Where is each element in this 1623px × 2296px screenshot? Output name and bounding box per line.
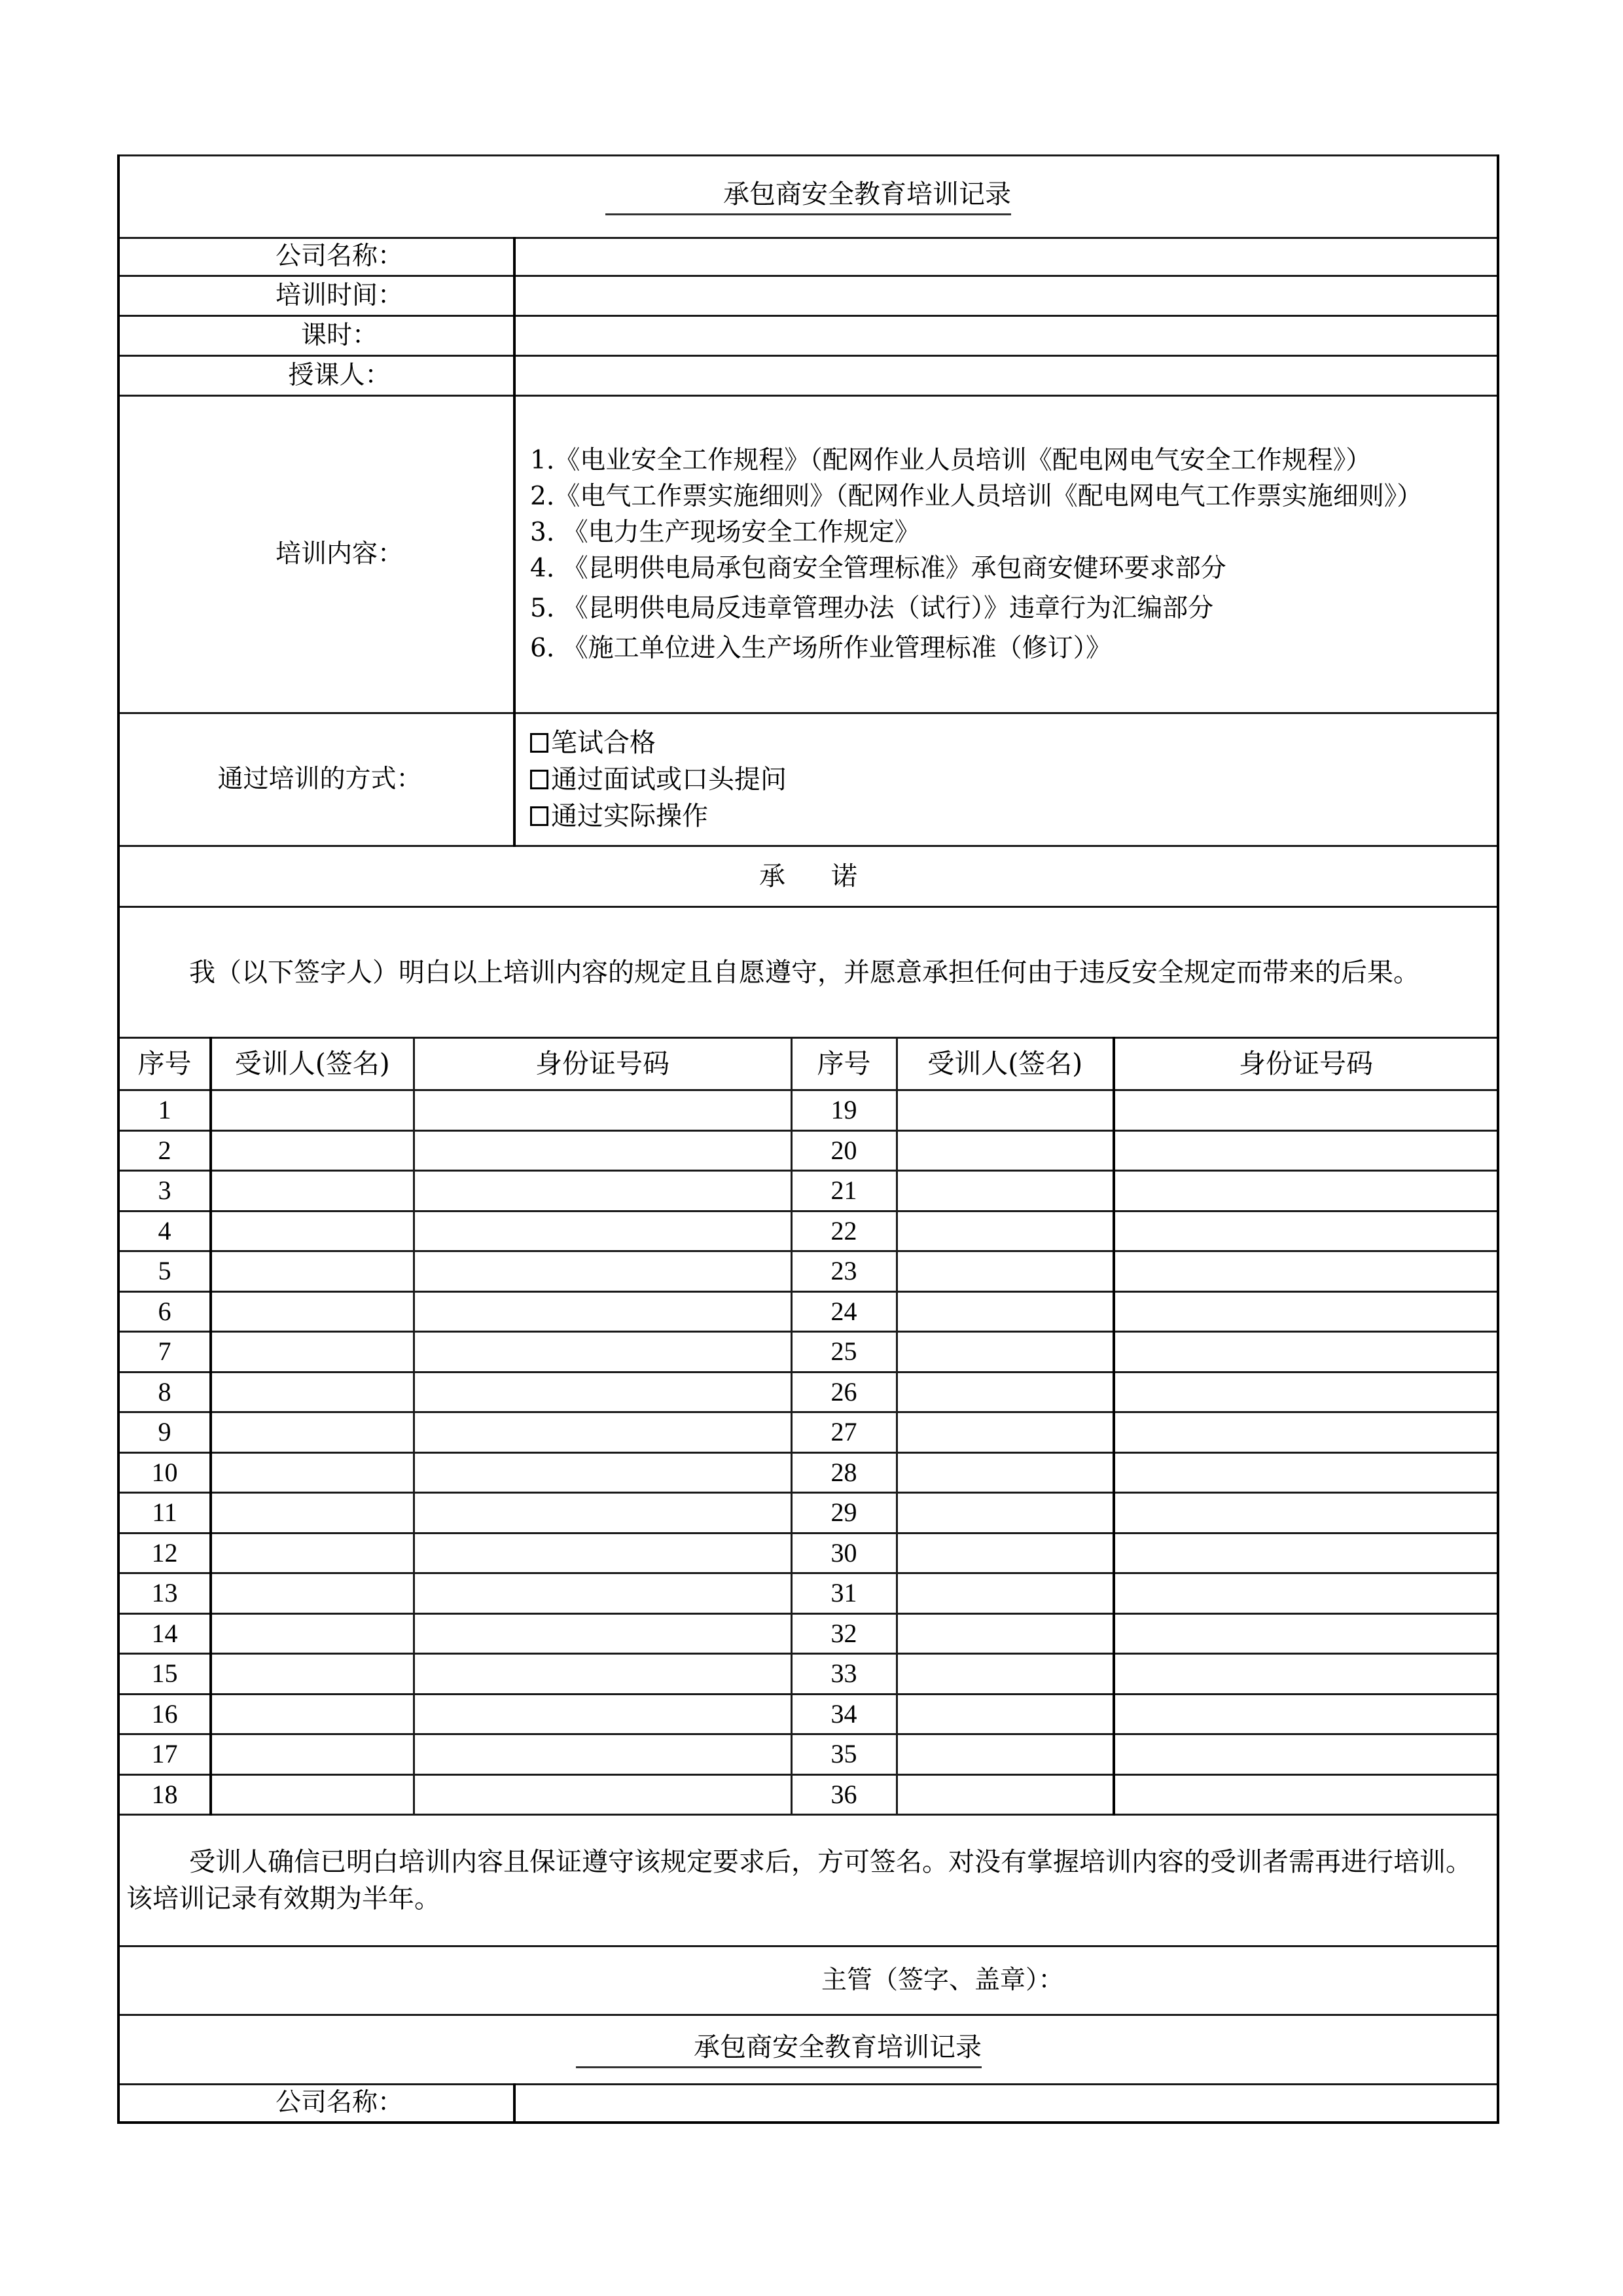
id-number-left[interactable] bbox=[414, 1613, 791, 1654]
trainee-signature-left[interactable] bbox=[211, 1372, 414, 1412]
trainee-signature-left[interactable] bbox=[211, 1694, 414, 1734]
promise-text-cell bbox=[118, 907, 1498, 1038]
id-number-right[interactable] bbox=[1114, 1412, 1498, 1453]
training-content-item: 4. 《昆明供电局承包商安全管理标准》承包商安健环要求部分 bbox=[530, 554, 1226, 583]
row-number-left: 16 bbox=[118, 1694, 211, 1734]
id-number-right[interactable] bbox=[1114, 1251, 1498, 1292]
checkbox-icon[interactable] bbox=[530, 770, 548, 789]
trainee-signature-right[interactable] bbox=[897, 1332, 1114, 1372]
row-number-left: 5 bbox=[118, 1251, 211, 1292]
table-row bbox=[118, 1774, 1498, 1815]
id-number-left[interactable] bbox=[414, 1694, 791, 1734]
instructor-label: 授课人： bbox=[288, 360, 391, 390]
trainee-signature-left[interactable] bbox=[211, 1452, 414, 1493]
trainee-signature-right[interactable] bbox=[897, 1412, 1114, 1453]
row-number-right: 19 bbox=[791, 1091, 897, 1130]
company-name-field[interactable] bbox=[514, 238, 1498, 276]
row-number-right: 21 bbox=[791, 1171, 897, 1211]
second-company-name-field[interactable] bbox=[514, 2085, 1498, 2123]
row-number-right: 34 bbox=[791, 1694, 897, 1734]
row-number-right: 36 bbox=[791, 1774, 897, 1815]
table-row bbox=[118, 1452, 1498, 1493]
pass-method-label-cell bbox=[118, 713, 514, 846]
training-content-cell bbox=[514, 396, 1498, 713]
company-name-label-cell bbox=[118, 238, 514, 276]
row-number-right: 30 bbox=[791, 1533, 897, 1573]
row-number-right: 35 bbox=[791, 1734, 897, 1775]
promise-heading-char: 诺 bbox=[831, 861, 857, 891]
id-number-left[interactable] bbox=[414, 1332, 791, 1372]
supervisor-signature-cell[interactable] bbox=[118, 1946, 1498, 2015]
checkbox-icon[interactable] bbox=[530, 733, 548, 753]
id-number-right[interactable] bbox=[1114, 1091, 1498, 1130]
second-form-title: 承包商安全教育培训记录 bbox=[694, 2032, 982, 2062]
signature-table-header bbox=[118, 1038, 1498, 1090]
training-content-label-cell bbox=[118, 396, 514, 713]
table-row bbox=[118, 1533, 1498, 1573]
row-number-left: 17 bbox=[118, 1734, 211, 1775]
trainee-signature-right[interactable] bbox=[897, 1091, 1114, 1130]
company-name-label: 公司名称： bbox=[275, 242, 403, 272]
table-row bbox=[118, 1291, 1498, 1332]
row-number-right: 29 bbox=[791, 1493, 897, 1534]
id-number-right[interactable] bbox=[1114, 1171, 1498, 1211]
training-time-label-cell bbox=[118, 276, 514, 316]
col-header-id-right: 身份证号码 bbox=[1114, 1038, 1498, 1090]
table-row bbox=[118, 1332, 1498, 1372]
table-row bbox=[118, 1493, 1498, 1534]
trainee-signature-left[interactable] bbox=[211, 1654, 414, 1695]
table-row bbox=[118, 1372, 1498, 1412]
row-number-right: 22 bbox=[791, 1211, 897, 1251]
id-number-right[interactable] bbox=[1114, 1573, 1498, 1614]
row-number-left: 7 bbox=[118, 1332, 211, 1372]
training-content-item: 1.《电业安全工作规程》（配网作业人员培训《配电网电气安全工作规程》） bbox=[530, 446, 1372, 475]
id-number-right[interactable] bbox=[1114, 1291, 1498, 1332]
id-number-left[interactable] bbox=[414, 1533, 791, 1573]
pass-method-label: 通过培训的方式： bbox=[217, 764, 422, 794]
trainee-signature-right[interactable] bbox=[897, 1774, 1114, 1815]
id-number-right[interactable] bbox=[1114, 1774, 1498, 1815]
option-label: 通过实际操作 bbox=[551, 801, 708, 831]
row-number-left: 6 bbox=[118, 1291, 211, 1332]
id-number-left[interactable] bbox=[414, 1372, 791, 1412]
training-time-label: 培训时间： bbox=[275, 280, 403, 310]
row-number-left: 2 bbox=[118, 1130, 211, 1171]
col-header-no-right: 序号 bbox=[791, 1038, 897, 1090]
option-label: 笔试合格 bbox=[551, 728, 656, 758]
row-number-right: 33 bbox=[791, 1654, 897, 1695]
id-number-right[interactable] bbox=[1114, 1694, 1498, 1734]
training-content-item: 3. 《电力生产现场安全工作规定》 bbox=[530, 518, 920, 547]
id-number-right[interactable] bbox=[1114, 1332, 1498, 1372]
row-number-left: 8 bbox=[118, 1372, 211, 1412]
row-number-left: 18 bbox=[118, 1774, 211, 1815]
row-number-left: 4 bbox=[118, 1211, 211, 1251]
row-number-right: 32 bbox=[791, 1613, 897, 1654]
form-title-cell bbox=[118, 156, 1498, 238]
trainee-signature-right[interactable] bbox=[897, 1171, 1114, 1211]
trainee-signature-left[interactable] bbox=[211, 1774, 414, 1815]
trainee-signature-right[interactable] bbox=[897, 1452, 1114, 1493]
training-content-list bbox=[530, 442, 1481, 666]
id-number-right[interactable] bbox=[1114, 1452, 1498, 1493]
trainee-signature-left[interactable] bbox=[211, 1573, 414, 1614]
form-title-underline bbox=[605, 178, 1011, 215]
pass-method-option-written[interactable] bbox=[530, 725, 1497, 761]
table-row bbox=[118, 1412, 1498, 1453]
trainee-signature-left[interactable] bbox=[211, 1130, 414, 1171]
trainee-signature-right[interactable] bbox=[897, 1130, 1114, 1171]
second-company-name-label-cell bbox=[118, 2085, 514, 2123]
row-number-left: 12 bbox=[118, 1533, 211, 1573]
signature-table-body bbox=[117, 1091, 1499, 1816]
second-form-title-underline bbox=[576, 2031, 982, 2068]
id-number-left[interactable] bbox=[414, 1412, 791, 1453]
col-header-name-right: 受训人(签名) bbox=[897, 1038, 1114, 1090]
trainee-signature-right[interactable] bbox=[897, 1251, 1114, 1292]
form-title: 承包商安全教育培训记录 bbox=[723, 179, 1011, 209]
id-number-left[interactable] bbox=[414, 1171, 791, 1211]
col-header-name-left: 受训人(签名) bbox=[211, 1038, 414, 1090]
id-number-left[interactable] bbox=[414, 1573, 791, 1614]
training-content-item: 6. 《施工单位进入生产场所作业管理标准（修订）》 bbox=[530, 634, 1112, 663]
instructor-label-cell bbox=[118, 356, 514, 396]
note-text: 受训人确信已明白培训内容且保证遵守该规定要求后，方可签名。对没有掌握培训内容的受训者需再进行培训。该培训记录有效期为半年。 bbox=[126, 1847, 1472, 1914]
table-row bbox=[118, 1130, 1498, 1171]
second-form-title-cell bbox=[118, 2015, 1498, 2085]
col-header-id-left: 身份证号码 bbox=[414, 1038, 791, 1090]
promise-text: 我（以下签字人）明白以上培训内容的规定且自愿遵守，并愿意承担任何由于违反安全规定而带来的后果。 bbox=[189, 957, 1419, 988]
table-row bbox=[118, 1613, 1498, 1654]
form-table bbox=[117, 154, 1499, 1091]
id-number-left[interactable] bbox=[414, 1130, 791, 1171]
trainee-signature-left[interactable] bbox=[211, 1533, 414, 1573]
promise-heading-cell bbox=[118, 846, 1498, 907]
training-content-item: 5. 《昆明供电局反违章管理办法（试行）》违章行为汇编部分 bbox=[530, 594, 1214, 623]
class-hours-label-cell bbox=[118, 316, 514, 356]
trainee-signature-right[interactable] bbox=[897, 1372, 1114, 1412]
trainee-signature-right[interactable] bbox=[897, 1493, 1114, 1534]
note-cell bbox=[118, 1816, 1498, 1946]
id-number-left[interactable] bbox=[414, 1452, 791, 1493]
trainee-signature-right[interactable] bbox=[897, 1573, 1114, 1614]
table-row bbox=[118, 1251, 1498, 1292]
id-number-right[interactable] bbox=[1114, 1211, 1498, 1251]
row-number-right: 24 bbox=[791, 1291, 897, 1332]
row-number-left: 13 bbox=[118, 1573, 211, 1614]
trainee-signature-left[interactable] bbox=[211, 1412, 414, 1453]
pass-method-option-interview[interactable] bbox=[530, 761, 1497, 798]
trainee-signature-left[interactable] bbox=[211, 1493, 414, 1534]
id-number-right[interactable] bbox=[1114, 1372, 1498, 1412]
trainee-signature-left[interactable] bbox=[211, 1332, 414, 1372]
trainee-signature-left[interactable] bbox=[211, 1613, 414, 1654]
id-number-right[interactable] bbox=[1114, 1533, 1498, 1573]
training-content-label: 培训内容： bbox=[275, 539, 403, 569]
training-time-field[interactable] bbox=[514, 276, 1498, 316]
row-number-right: 27 bbox=[791, 1412, 897, 1453]
trainee-signature-right[interactable] bbox=[897, 1694, 1114, 1734]
training-content-item: 2.《电气工作票实施细则》（配网作业人员培训《配电网电气工作票实施细则》） bbox=[530, 482, 1423, 511]
row-number-right: 31 bbox=[791, 1573, 897, 1614]
id-number-left[interactable] bbox=[414, 1493, 791, 1534]
instructor-field[interactable] bbox=[514, 356, 1498, 396]
id-number-right[interactable] bbox=[1114, 1613, 1498, 1654]
id-number-left[interactable] bbox=[414, 1654, 791, 1695]
id-number-right[interactable] bbox=[1114, 1130, 1498, 1171]
id-number-right[interactable] bbox=[1114, 1493, 1498, 1534]
class-hours-label: 课时： bbox=[300, 320, 378, 350]
row-number-left: 1 bbox=[118, 1091, 211, 1130]
row-number-right: 28 bbox=[791, 1452, 897, 1493]
row-number-right: 26 bbox=[791, 1372, 897, 1412]
trainee-signature-left[interactable] bbox=[211, 1211, 414, 1251]
id-number-left[interactable] bbox=[414, 1291, 791, 1332]
row-number-left: 3 bbox=[118, 1171, 211, 1211]
table-row bbox=[118, 1573, 1498, 1614]
supervisor-signature-label: 主管（签字、盖章）： bbox=[821, 1965, 1064, 1995]
id-number-right[interactable] bbox=[1114, 1734, 1498, 1775]
table-row bbox=[118, 1171, 1498, 1211]
table-row bbox=[118, 1091, 1498, 1130]
id-number-left[interactable] bbox=[414, 1211, 791, 1251]
row-number-right: 25 bbox=[791, 1332, 897, 1372]
trainee-signature-left[interactable] bbox=[211, 1734, 414, 1775]
id-number-left[interactable] bbox=[414, 1091, 791, 1130]
id-number-right[interactable] bbox=[1114, 1654, 1498, 1695]
row-number-left: 11 bbox=[118, 1493, 211, 1534]
row-number-left: 15 bbox=[118, 1654, 211, 1695]
training-record-form bbox=[117, 154, 1497, 2124]
promise-heading-char: 承 bbox=[759, 861, 785, 891]
trainee-signature-left[interactable] bbox=[211, 1091, 414, 1130]
row-number-right: 23 bbox=[791, 1251, 897, 1292]
table-row bbox=[118, 1734, 1498, 1775]
trainee-signature-left[interactable] bbox=[211, 1291, 414, 1332]
table-row bbox=[118, 1654, 1498, 1695]
trainee-signature-right[interactable] bbox=[897, 1613, 1114, 1654]
trainee-signature-right[interactable] bbox=[897, 1734, 1114, 1775]
id-number-left[interactable] bbox=[414, 1734, 791, 1775]
trainee-signature-left[interactable] bbox=[211, 1171, 414, 1211]
row-number-right: 20 bbox=[791, 1130, 897, 1171]
row-number-left: 10 bbox=[118, 1452, 211, 1493]
second-company-name-label: 公司名称： bbox=[275, 2088, 403, 2118]
trainee-signature-right[interactable] bbox=[897, 1211, 1114, 1251]
trainee-signature-left[interactable] bbox=[211, 1251, 414, 1292]
row-number-left: 9 bbox=[118, 1412, 211, 1453]
id-number-left[interactable] bbox=[414, 1774, 791, 1815]
trainee-signature-right[interactable] bbox=[897, 1533, 1114, 1573]
col-header-no-left: 序号 bbox=[118, 1038, 211, 1090]
table-row bbox=[118, 1211, 1498, 1251]
pass-method-options bbox=[514, 713, 1498, 846]
id-number-left[interactable] bbox=[414, 1251, 791, 1292]
row-number-left: 14 bbox=[118, 1613, 211, 1654]
option-label: 通过面试或口头提问 bbox=[551, 764, 787, 795]
form-footer-table bbox=[117, 1816, 1499, 2124]
trainee-signature-right[interactable] bbox=[897, 1654, 1114, 1695]
class-hours-field[interactable] bbox=[514, 316, 1498, 356]
trainee-signature-right[interactable] bbox=[897, 1291, 1114, 1332]
checkbox-icon[interactable] bbox=[530, 806, 548, 826]
table-row bbox=[118, 1694, 1498, 1734]
pass-method-option-practical[interactable] bbox=[530, 798, 1497, 834]
